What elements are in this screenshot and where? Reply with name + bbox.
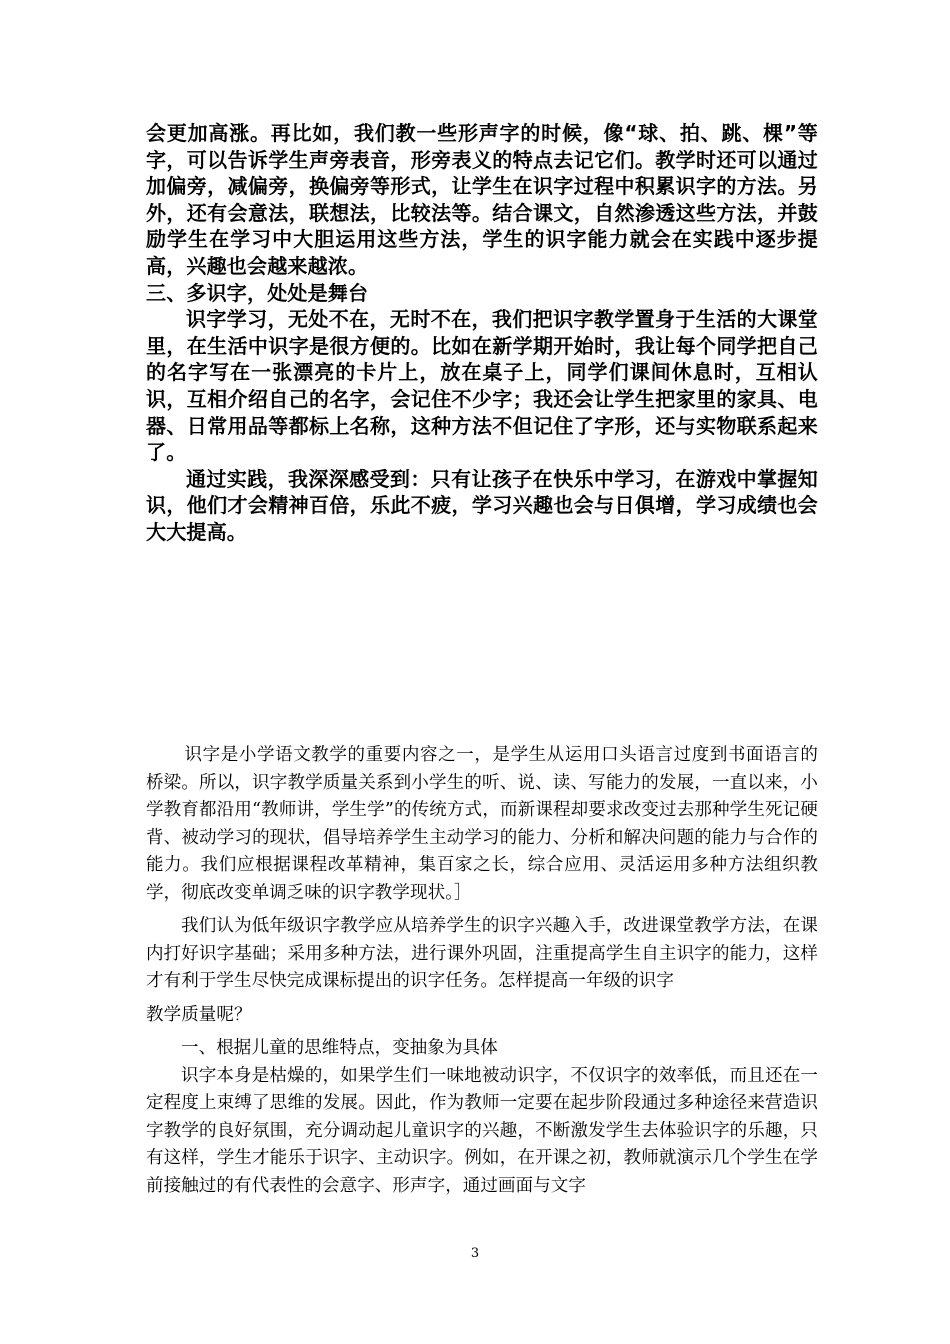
- paragraph: 会更加高涨。再比如，我们教一些形声字的时候，像“球、拍、跳、棵”等字，可以告诉学生声旁表音，形旁表义的特点去记它们。教学时还可以通过加偏旁，减偏旁，换偏旁等形式，让学生在识字过程中积累识字的方法。另外，还有会意法，联想法，比较法等。结合课文，自然渗透这些方法，并鼓励学生在学习中大胆运用这些方法，学生的识字能力就会在实践中逐步提高，兴趣也会越来越浓。: [146, 121, 818, 278]
- page-number: 3: [470, 1246, 480, 1261]
- paragraph: 识字学习，无处不在，无时不在，我们把识字教学置身于生活的大课堂里，在生活中识字是很方便的。比如在新学期开始时，我让每个同学把自己的名字写在一张漂亮的卡片上，放在桌子上，同学们课间休息时，互相认识，互相介绍自己的名字，会记住不少字；我还会让学生把家里的家具、电器、日常用品等都标上名称，这种方法不但记住了字形，还与实物联系起来了。: [146, 307, 818, 465]
- paragraph: 识字本身是枯燥的，如果学生们一味地被动识字，不仅识字的效率低，而且还在一定程度上束缚了思维的发展。因此，作为教师一定要在起步阶段通过多种途径来营造识字教学的良好氛围，充分调动起儿童识字的兴趣，不断激发学生去体验识字的乐趣，只有这样，学生才能乐于识字、主动识字。例如，在开课之初，教师就演示几个学生在学前接触过的有代表性的会意字、形声字，通过画面与文字: [146, 1065, 818, 1196]
- bold-text-section: [146, 120, 818, 546]
- paragraph: 识字是小学语文教学的重要内容之一，是学生从运用口头语言过度到书面语言的桥梁。所以，识字教学质量关系到小学生的听、说、读、写能力的发展，一直以来，小学教育都沿用“教师讲，学生学”的传统方式，而新课程却要求改变过去那种学生死记硬背、被动学习的现状，倡导培养学生主动学习的能力、分析和解决问题的能力与合作的能力。我们应根据课程改革精神，集百家之长，综合应用、灵活运用多种方法组织教学，彻底改变单调乏味的识字教学现状。］: [146, 745, 818, 903]
- section-heading: 三、多识字，处处是舞台: [146, 280, 369, 305]
- paragraph: 通过实践，我深深感受到：只有让孩子在快乐中学习，在游戏中掌握知识，他们才会精神百倍，乐此不疲，学习兴趣也会与日俱增，学习成绩也会大大提高。: [146, 466, 818, 544]
- body-text-section: [146, 742, 818, 1200]
- paragraph: 教学质量呢？: [146, 1004, 252, 1025]
- section-heading: 一、根据儿童的思维特点，变抽象为具体: [181, 1038, 498, 1058]
- paragraph: 我们认为低年级识字教学应从培养学生的识字兴趣入手，改进课堂教学方法，在课内打好识字基础；采用多种方法，进行课外巩固，注重提高学生自主识字的能力，这样才有利于学生尽快完成课标提出的识字任务。怎样提高一年级的识字: [146, 916, 818, 991]
